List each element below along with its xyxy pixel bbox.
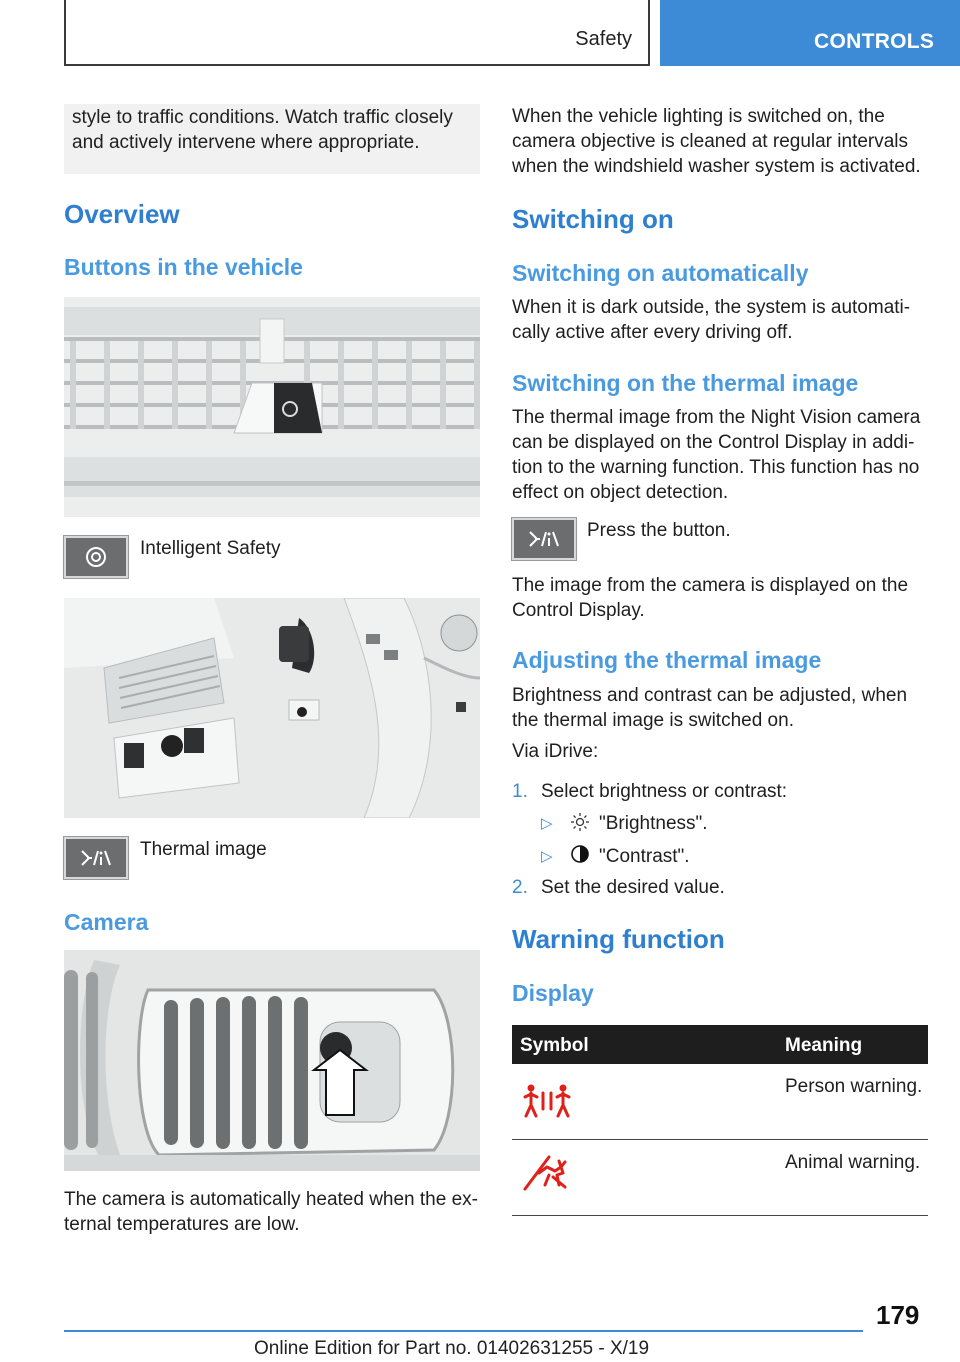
sub-option-bullet: ▷ — [541, 815, 553, 832]
intelligent-safety-button-icon — [64, 536, 128, 578]
automatic-text: When it is dark outside, the system is automati cally active after every driving off. — [512, 297, 911, 343]
display-heading: Display — [512, 980, 594, 1006]
thermal-image-heading: Switching on the thermal image — [512, 370, 859, 396]
step-2-text: Set the desired value. — [541, 877, 725, 898]
camera-heating-text: The camera is automatically heated when the ex ternal temperatures are low. — [64, 1189, 478, 1235]
step-1-text: Select brightness or contrast: — [541, 781, 788, 802]
night-vision-icon — [527, 528, 561, 550]
header-chapter-title: CONTROLS — [814, 30, 935, 53]
thermal-image-button-icon — [64, 837, 128, 879]
contrast-option[interactable]: "Contrast". — [599, 846, 690, 867]
buttons-vehicle-image — [64, 297, 480, 517]
page-number: 179 — [876, 1300, 920, 1330]
buttons-heading: Buttons in the vehicle — [64, 254, 303, 280]
night-vision-icon — [79, 847, 113, 869]
header-chapter-tab[interactable] — [660, 0, 960, 66]
night-vision-button-icon — [512, 518, 576, 560]
person-warning-text: Person warning. — [785, 1076, 923, 1097]
switching-on-heading: Switching on — [512, 204, 674, 234]
switching-on-automatically-heading: Switching on automatically — [512, 260, 809, 286]
brightness-icon — [570, 812, 590, 832]
note-text: style to traffic conditions. Watch traffic closely and actively intervene where appropriate. — [72, 107, 453, 153]
camera-heading: Camera — [64, 909, 149, 935]
adjusting-text: Brightness and contrast can be adjusted, when the thermal image is switched on. — [512, 685, 908, 731]
warning-note-continuation — [64, 104, 480, 174]
dashboard-illustration — [64, 598, 480, 818]
press-button-text: Press the button. — [587, 520, 731, 541]
person-warning-icon — [521, 1083, 573, 1119]
camera-grille-image — [64, 950, 480, 1171]
sub-option-bullet: ▷ — [541, 848, 553, 865]
meaning-column-header: Meaning — [785, 1035, 863, 1056]
intelligent-safety-label: Intelligent Safety — [140, 538, 281, 559]
animal-warning-icon — [521, 1153, 571, 1193]
header-section-title: Safety — [575, 28, 632, 50]
brightness-option[interactable]: "Brightness". — [599, 813, 708, 834]
camera-grille-illustration — [64, 950, 480, 1171]
overview-heading: Overview — [64, 199, 180, 229]
footer-edition: Online Edition for Part no. 01402631255 - X/19 — [254, 1338, 650, 1359]
buttons-vehicle-illustration — [64, 297, 480, 517]
symbol-column-header: Symbol — [520, 1035, 589, 1056]
intelligent-safety-icon — [84, 545, 108, 569]
intro-text: When the vehicle lighting is switched on, the camera objective is cleaned at regular intervals when the windshield washer system is activated. — [512, 106, 921, 177]
dashboard-buttons-image — [64, 598, 480, 818]
step-1-number: 1. — [512, 781, 528, 802]
adjusting-heading: Adjusting the thermal image — [512, 647, 822, 673]
thermal-image-label: Thermal image — [140, 839, 267, 860]
contrast-icon — [570, 844, 590, 864]
table-divider — [512, 1215, 928, 1216]
image-displayed-text: The image from the camera is displayed on the Control Display. — [512, 575, 909, 621]
step-2-number: 2. — [512, 877, 528, 898]
thermal-image-text: The thermal image from the Night Vision camera can be displayed on the Control Display in addi tion to the warning function. This function has no effect on object detection. — [512, 407, 921, 503]
symbol-table-header — [512, 1025, 928, 1064]
header-section-box — [64, 0, 650, 66]
warning-function-heading: Warning function — [512, 924, 725, 954]
footer-rule — [64, 1330, 863, 1332]
animal-warning-text: Animal warning. — [785, 1152, 921, 1173]
table-divider — [512, 1139, 928, 1140]
via-idrive-text: Via iDrive: — [512, 741, 599, 762]
